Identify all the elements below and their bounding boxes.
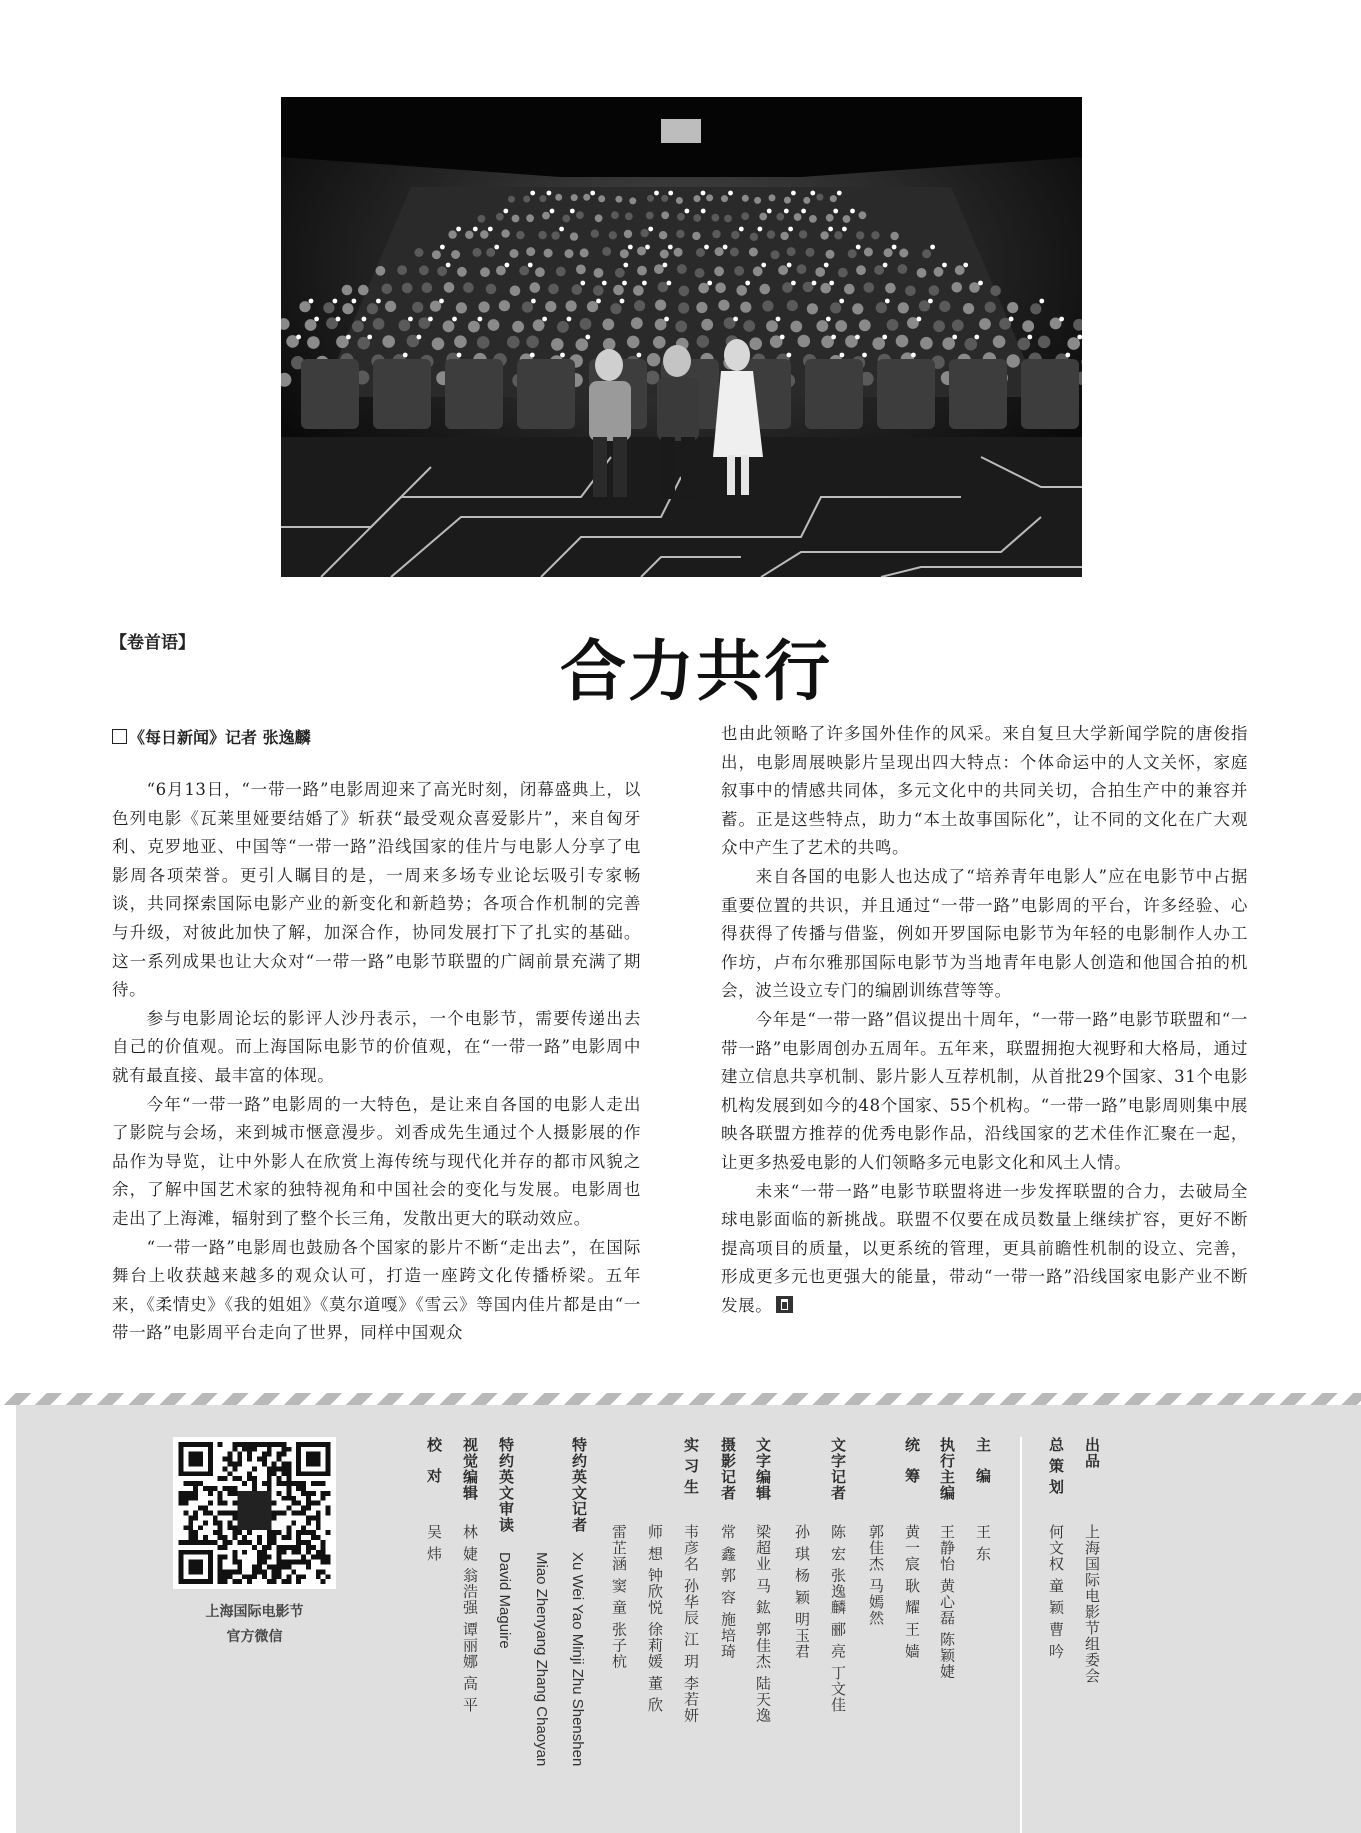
masthead-name: 吴 炜 bbox=[425, 1524, 443, 1562]
masthead-name: Xu Wei Yao Minji Zhu Shenshen bbox=[569, 1552, 586, 1767]
masthead-role: 出品 bbox=[1083, 1437, 1101, 1469]
masthead-role: 主编 bbox=[974, 1437, 992, 1499]
masthead-name: 上海国际电影节组委会 bbox=[1083, 1524, 1101, 1684]
masthead-name: 常 鑫 郭 容 施培琦 bbox=[719, 1524, 737, 1660]
masthead-role: 统筹 bbox=[903, 1437, 921, 1499]
footer-hatch-divider bbox=[0, 1393, 1361, 1405]
masthead-name: 陈 宏 张逸麟 郦 亮 丁文佳 bbox=[829, 1524, 847, 1713]
byline bbox=[112, 725, 311, 748]
masthead-role: 特约英文记者 bbox=[570, 1437, 588, 1533]
masthead-name: 雷芷涵 窦 童 张子杭 bbox=[610, 1524, 628, 1670]
masthead-name: 韦彦名 孙华辰 江 玥 李若妍 bbox=[682, 1524, 700, 1724]
section-tag: 【卷首语】 bbox=[110, 633, 195, 653]
masthead-name: 师 想 钟欣悦 徐莉媛 董 欣 bbox=[646, 1524, 664, 1713]
masthead-role: 文字编辑 bbox=[754, 1437, 772, 1501]
masthead-name: 王静怡 黄心磊 陈颖婕 bbox=[938, 1524, 956, 1680]
emblem-endmark-icon bbox=[776, 1296, 793, 1313]
masthead-name: 梁超业 马 鈜 郭佳杰 陆天逸 bbox=[754, 1524, 772, 1724]
qr-caption-line: 官方微信 bbox=[226, 1629, 283, 1645]
masthead-role: 总策划 bbox=[1047, 1437, 1065, 1500]
masthead-name: 郭佳杰 马嫣然 bbox=[867, 1524, 885, 1626]
byline-box-icon bbox=[112, 729, 127, 744]
paragraph: 今年是“一带一路”倡议提出十周年，“一带一路”电影节联盟和“一带一路”电影周创办五周年。五年来，联盟拥抱大视野和大格局，通过建立信息共享机制、影片影人互荐机制，从首批29个国家、31个电影机构发展到如今的48个国家、55个机构。“一带一路”电影周则集中展映各联盟方推荐的优秀电影作品，沿线国家的艺术佳作汇聚在一起，让更多热爱电影的人们领略多元电影文化和风土人情。 bbox=[721, 1009, 1248, 1172]
masthead-name: 孙 琪 杨 颖 明玉君 bbox=[793, 1524, 811, 1660]
masthead-name: 王 东 bbox=[974, 1524, 992, 1562]
qr-caption-line: 上海国际电影节 bbox=[205, 1604, 304, 1620]
masthead-name: 林 婕 翁浩强 谭丽娜 高 平 bbox=[461, 1524, 479, 1713]
masthead-role: 执行主编 bbox=[938, 1437, 956, 1501]
paragraph: 来自各国的电影人也达成了“培养青年电影人”应在电影节中占据重要位置的共识，并且通过“一带一路”电影周的平台，许多经验、心得获得了传播与借鉴，例如开罗国际电影节为年轻的电影制作人办工作坊，卢布尔雅那国际电影节为当地青年电影人创造和他国合拍的机会，波兰设立专门的编剧训练营等等。 bbox=[721, 866, 1248, 1001]
page-title: 合力共行 bbox=[560, 632, 832, 710]
article-right-column bbox=[721, 720, 1248, 1320]
masthead-divider bbox=[1020, 1437, 1022, 1833]
masthead-name: David Maguire bbox=[496, 1552, 513, 1649]
masthead-role: 视觉编辑 bbox=[461, 1437, 479, 1501]
masthead-role: 特约英文审读 bbox=[497, 1437, 515, 1533]
paragraph: 今年“一带一路”电影周的一大特色，是让来自各国的电影人走出了影院与会场，来到城市惬意漫步。刘香成先生通过个人摄影展的作品作为导览，让中外影人在欣赏上海传统与现代化并存的都市风貌之余，了解中国艺术家的独特视角和中国社会的变化与发展。电影周也走出了上海滩，辐射到了整个长三角，发散出更大的联动效应。 bbox=[112, 1094, 641, 1228]
paragraph-last bbox=[721, 1178, 1248, 1321]
masthead-role: 校对 bbox=[425, 1437, 443, 1499]
masthead-name: Miao Zhenyang Zhang Chaoyan bbox=[533, 1552, 550, 1767]
paragraph: 参与电影周论坛的影评人沙丹表示，一个电影节，需要传递出去自己的价值观。而上海国际电影节的价值观，在“一带一路”电影周中就有最直接、最丰富的体现。 bbox=[112, 1008, 641, 1085]
cinema-audience-photo bbox=[281, 97, 1082, 577]
paragraph: 也由此领略了许多国外佳作的风采。来自复旦大学新闻学院的唐俊指出，电影周展映影片呈现出四大特点：个体命运中的人文关怀，家庭叙事中的情感共同体，多元文化中的共同关切，合拍生产中的兼容并蓄。正是这些特点，助力“本土故事国际化”，让不同的文化在广大观众中产生了艺术的共鸣。 bbox=[721, 724, 1248, 858]
masthead-role: 摄影记者 bbox=[719, 1437, 737, 1501]
qr-caption bbox=[173, 1600, 336, 1650]
masthead-name: 何文权 童 颖 曹 吟 bbox=[1047, 1524, 1065, 1660]
qr-code-graphic bbox=[173, 1437, 336, 1589]
qr-code-icon[interactable] bbox=[173, 1437, 336, 1589]
article-left-column bbox=[112, 776, 641, 1348]
masthead-role: 实习生 bbox=[682, 1437, 700, 1500]
paragraph-text: 未来“一带一路”电影节联盟将进一步发挥联盟的合力，去破局全球电影面临的新挑战。联盟不仅要在成员数量上继续扩容，更好不断提高项目的质量，以更系统的管理，更具前瞻性机制的设立、完善，形成更多元也更强大的能量，带动“一带一路”沿线国家电影产业不断发展。 bbox=[721, 1181, 1248, 1315]
paragraph: “一带一路”电影周也鼓励各个国家的影片不断“走出去”，在国际舞台上收获越来越多的观众认可，打造一座跨文化传播桥梁。五年来，《柔情史》《我的姐姐》《莫尔道嘎》《雪云》等国内佳片都是由“一带一路”电影周平台走向了世界，同样中国观众 bbox=[112, 1237, 641, 1343]
masthead-role: 文字记者 bbox=[829, 1437, 847, 1501]
photo-illustration bbox=[281, 97, 1082, 577]
byline-text: 《每日新闻》记者 张逸麟 bbox=[129, 728, 311, 747]
paragraph: “6月13日，“一带一路”电影周迎来了高光时刻，闭幕盛典上，以色列电影《瓦莱里娅要结婚了》斩获“最受观众喜爱影片”，来自匈牙利、克罗地亚、中国等“一带一路”沿线国家的佳片与电影人分享了电影周各项荣誉。更引人瞩目的是，一周来多场专业论坛吸引专家畅谈，共同探索国际电影产业的新变化和新趋势；各项合作机制的完善与升级，对彼此加快了解，加深合作，协同发展打下了扎实的基础。这一系列成果也让大众对“一带一路”电影节联盟的广阔前景充满了期待。 bbox=[112, 780, 641, 1000]
masthead-name: 黄一宸 耿 耀 王 嫱 bbox=[903, 1524, 921, 1660]
